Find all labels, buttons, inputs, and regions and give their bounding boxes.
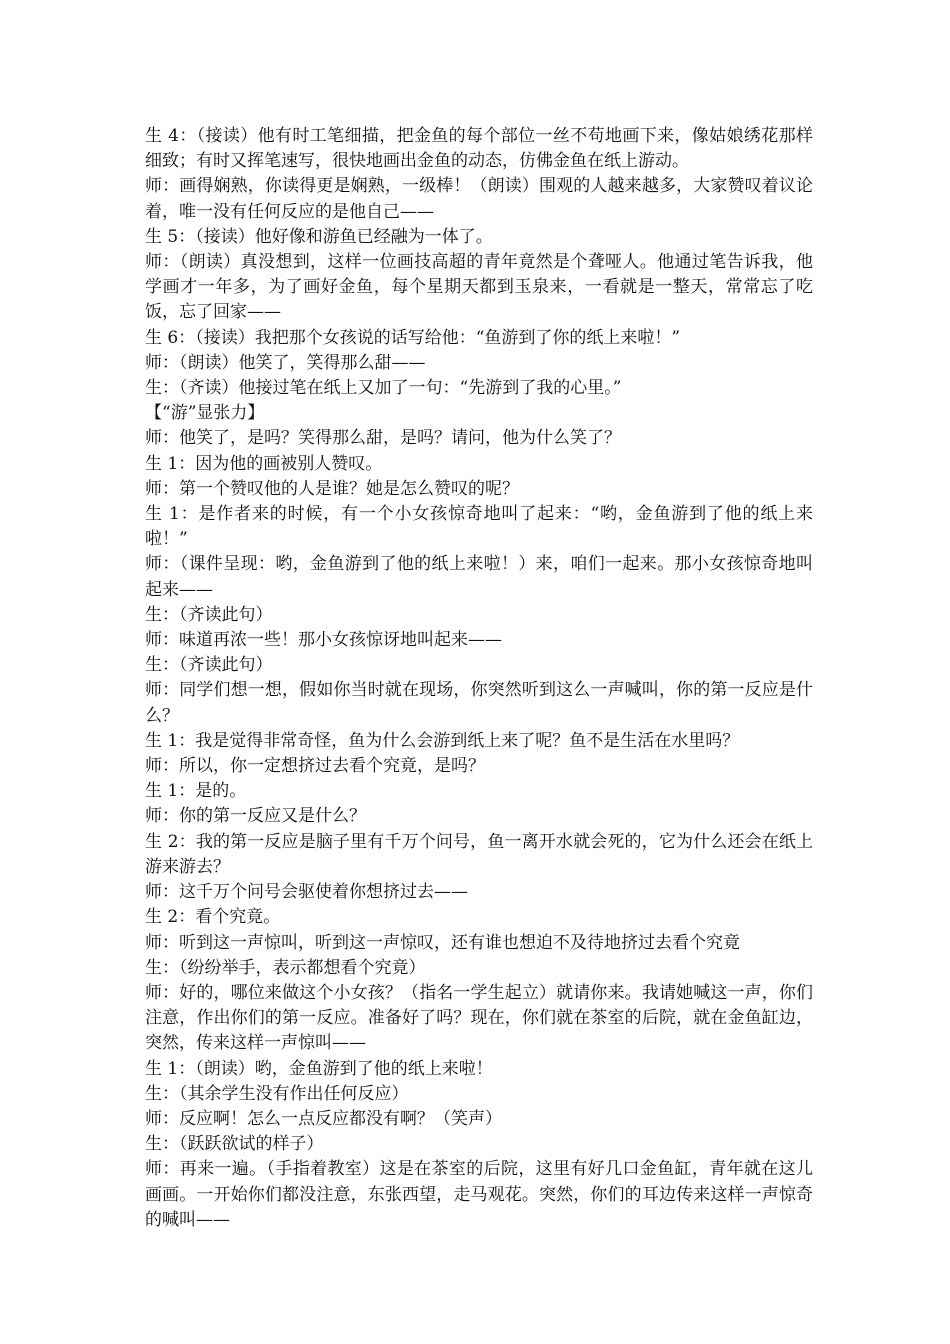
paragraph-26: 生：（纷纷举手，表示都想看个究竟） — [145, 957, 426, 978]
paragraph-3: 生 5：（接读）他好像和游鱼已经融为一体了。 — [145, 226, 493, 247]
paragraph-1: 生 4：（接读）他有时工笔细描，把金鱼的每个部位一丝不苟地画下来，像姑娘绣花那样细致；有时又挥笔速写，很快地画出金鱼的动态，仿佛金鱼在纸上游动。 — [145, 126, 813, 172]
paragraph-4: 师：（朗读）真没想到，这样一位画技高超的青年竟然是个聋哑人。他通过笔告诉我，他学画才一年多，为了画好金鱼，每个星期天都到玉泉来，一看就是一整天，常常忘了吃饭，忘了回家—— — [145, 252, 813, 323]
paragraph-17: 师：同学们想一想，假如你当时就在现场，你突然听到这么一声喊叫，你的第一反应是什么？ — [145, 680, 813, 726]
document-body — [145, 124, 813, 1233]
paragraph-9: 师：他笑了，是吗？笑得那么甜，是吗？请问，他为什么笑了？ — [145, 428, 621, 449]
paragraph-27: 师：好的，哪位来做这个小女孩？（指名一学生起立）就请你来。我请她喊这一声，你们注意，作出你们的第一反应。准备好了吗？现在，你们就在茶室的后院，就在金鱼缸边，突然，传来这样一声惊叫—— — [145, 982, 813, 1054]
paragraph-6: 师：（朗读）他笑了，笑得那么甜—— — [145, 352, 426, 373]
paragraph-15: 师：味道再浓一些！那小女孩惊讶地叫起来—— — [145, 630, 502, 651]
paragraph-24: 生 2：看个究竟。 — [145, 907, 281, 928]
section-heading: 【“游”显张力】 — [145, 403, 265, 424]
paragraph-20: 生 1：是的。 — [145, 781, 247, 802]
paragraph-22: 生 2：我的第一反应是脑子里有千万个问号，鱼一离开水就会死的，它为什么还会在纸上游来游去？ — [145, 831, 813, 877]
paragraph-30: 师：反应啊！怎么一点反应都没有啊？（笑声） — [145, 1108, 502, 1129]
paragraph-7: 生：（齐读）他接过笔在纸上又加了一句：“先游到了我的心里。” — [145, 378, 622, 399]
paragraph-13: 师：（课件呈现：哟，金鱼游到了他的纸上来啦！）来，咱们一起来。那小女孩惊奇地叫起来—— — [145, 554, 813, 600]
paragraph-23: 师：这千万个问号会驱使着你想挤过去—— — [145, 882, 468, 903]
paragraph-19: 师：所以，你一定想挤过去看个究竟，是吗？ — [145, 756, 485, 777]
paragraph-32: 师：再来一遍。（手指着教室）这是在茶室的后院，这里有好几口金鱼缸，青年就在这儿画画。一开始你们都没注意，东张西望，走马观花。突然，你们的耳边传来这样一声惊奇的喊叫—— — [145, 1159, 813, 1230]
paragraph-11: 师：第一个赞叹他的人是谁？她是怎么赞叹的呢？ — [145, 478, 519, 499]
paragraph-29: 生：（其余学生没有作出任何反应） — [145, 1083, 409, 1104]
paragraph-31: 生：（跃跃欲试的样子） — [145, 1134, 324, 1155]
paragraph-2: 师：画得娴熟，你读得更是娴熟，一级棒！（朗读）围观的人越来越多，大家赞叹着议论着，唯一没有任何反应的是他自己—— — [145, 176, 813, 222]
paragraph-21: 师：你的第一反应又是什么？ — [145, 806, 366, 827]
paragraph-14: 生：（齐读此句） — [145, 604, 273, 625]
paragraph-18: 生 1：我是觉得非常奇怪，鱼为什么会游到纸上来了呢？鱼不是生活在水里吗？ — [145, 730, 740, 751]
paragraph-25: 师：听到这一声惊叫，听到这一声惊叹，还有谁也想迫不及待地挤过去看个究竟 — [145, 932, 740, 953]
paragraph-10: 生 1：因为他的画被别人赞叹。 — [145, 453, 383, 474]
paragraph-16: 生：（齐读此句） — [145, 655, 273, 676]
paragraph-5: 生 6：（接读）我把那个女孩说的话写给他：“鱼游到了你的纸上来啦！” — [145, 327, 681, 348]
paragraph-28: 生 1：（朗读）哟，金鱼游到了他的纸上来啦！ — [145, 1058, 493, 1079]
paragraph-12: 生 1：是作者来的时候，有一个小女孩惊奇地叫了起来：“哟，金鱼游到了他的纸上来啦！” — [145, 504, 813, 550]
